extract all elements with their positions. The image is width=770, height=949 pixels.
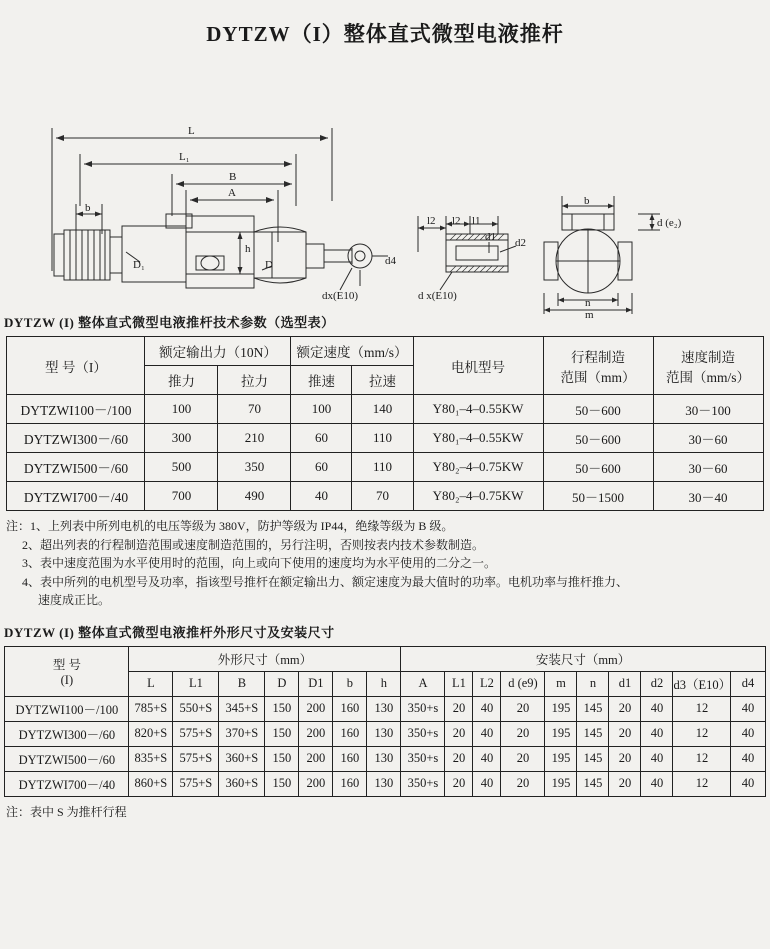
dim-cell-D1: 200 <box>299 771 333 796</box>
dim-cell-d3: 12 <box>673 721 731 746</box>
drawing-label-d2: d2 <box>515 237 526 249</box>
dim-cell-d4: 40 <box>731 771 765 796</box>
dim-cell-h: 130 <box>367 746 401 771</box>
dim-cell-L: 820+S <box>129 721 173 746</box>
spec-cell-push-force: 700 <box>145 482 218 511</box>
dim-cell-L1m: 20 <box>445 746 473 771</box>
dimension-table <box>4 646 765 797</box>
dim-header-model-line1: 型 号 <box>52 657 81 672</box>
table-row <box>7 453 763 482</box>
spec-cell-push-speed: 40 <box>291 482 352 511</box>
dim-cell-d2: 40 <box>641 746 673 771</box>
drawing-label-l2-a: l2 <box>427 215 436 227</box>
spec-header-stroke-line1: 行程制造 <box>571 349 625 365</box>
spec-header-speed-range <box>653 337 763 395</box>
drawing-label-m: m <box>585 309 594 321</box>
dim-cell-model: DYTZWI100－/100 <box>5 696 129 721</box>
dim-cell-h: 130 <box>367 771 401 796</box>
spec-cell-motor: Y80₂–4–0.75KW <box>413 453 543 482</box>
dim-cell-D: 150 <box>265 746 299 771</box>
dim-cell-d1: 20 <box>609 746 641 771</box>
drawing-label-D1: D₁ <box>133 259 145 271</box>
spec-cell-pull-force: 350 <box>218 453 291 482</box>
table-row <box>5 771 765 796</box>
spec-notes <box>0 511 770 612</box>
dim-cell-h: 130 <box>367 696 401 721</box>
drawing-label-b-right: b <box>584 195 590 207</box>
dim-cell-d: 20 <box>501 696 545 721</box>
spec-note-4: 4、表中所列的电机型号及功率，指该型号推杆在额定输出力、额定速度为最大值时的功率。电机功率与推杆推力、 <box>22 574 629 589</box>
dim-cell-b: 160 <box>333 771 367 796</box>
spec-cell-model: DYTZWI500－/60 <box>7 453 145 482</box>
spec-header-stroke-line2: 范围（mm） <box>560 369 636 385</box>
dim-cell-B: 345+S <box>219 696 265 721</box>
spec-cell-pull-force: 490 <box>218 482 291 511</box>
dim-header-outer-group: 外形尺寸（mm） <box>129 646 401 671</box>
spec-cell-push-force: 500 <box>145 453 218 482</box>
dim-cell-m: 195 <box>545 696 577 721</box>
table-row <box>5 721 765 746</box>
spec-cell-speed-range: 30－40 <box>653 482 763 511</box>
spec-header-speed-group: 额定速度（mm/s） <box>291 337 413 366</box>
spec-cell-speed-range: 30－60 <box>653 453 763 482</box>
dim-header-mount-group: 安装尺寸（mm） <box>401 646 765 671</box>
table-row <box>5 696 765 721</box>
dim-cell-B: 360+S <box>219 746 265 771</box>
dim-cell-d: 20 <box>501 746 545 771</box>
spec-cell-pull-speed: 70 <box>352 482 413 511</box>
dim-cell-d2: 40 <box>641 696 673 721</box>
drawing-label-h: h <box>245 243 251 255</box>
spec-cell-pull-speed: 140 <box>352 395 413 424</box>
dim-cell-L2: 40 <box>473 771 501 796</box>
dim-cell-L2: 40 <box>473 721 501 746</box>
dim-cell-n: 145 <box>577 721 609 746</box>
table-row <box>5 746 765 771</box>
dim-cell-L1m: 20 <box>445 721 473 746</box>
drawing-label-L: L <box>188 125 195 137</box>
dim-cell-model: DYTZWI300－/60 <box>5 721 129 746</box>
dim-cell-D: 150 <box>265 721 299 746</box>
spec-header-stroke-range <box>543 337 653 395</box>
spec-cell-motor: Y80₂–4–0.75KW <box>413 482 543 511</box>
spec-note-2: 2、超出列表的行程制造范围或速度制造范围的，另行注明，否则按表内技术参数制造。 <box>22 537 485 552</box>
dim-cell-d4: 40 <box>731 696 765 721</box>
dim-header-col-m: m <box>545 671 577 696</box>
spec-cell-push-speed: 100 <box>291 395 352 424</box>
dim-cell-d4: 40 <box>731 721 765 746</box>
spec-header-pull-speed: 拉速 <box>352 366 413 395</box>
drawing-label-de: d (e₂) <box>657 217 682 229</box>
dim-header-col-L: L <box>129 671 173 696</box>
dim-header-col-b: b <box>333 671 367 696</box>
dim-cell-D1: 200 <box>299 746 333 771</box>
dim-cell-d: 20 <box>501 721 545 746</box>
dim-cell-n: 145 <box>577 696 609 721</box>
dim-cell-D1: 200 <box>299 721 333 746</box>
spec-table <box>6 336 763 511</box>
drawing-label-L1: L₁ <box>179 151 190 163</box>
spec-cell-push-force: 100 <box>145 395 218 424</box>
dim-cell-d1: 20 <box>609 771 641 796</box>
dim-cell-m: 195 <box>545 771 577 796</box>
dim-cell-L: 860+S <box>129 771 173 796</box>
dim-cell-d2: 40 <box>641 771 673 796</box>
drawing-label-B: B <box>229 171 237 183</box>
dim-cell-A: 350+s <box>401 746 445 771</box>
spec-note-4b: 速度成正比。 <box>38 593 111 608</box>
dim-cell-h: 130 <box>367 721 401 746</box>
technical-drawing <box>0 56 770 321</box>
dim-header-model <box>5 646 129 696</box>
dim-cell-D1: 200 <box>299 696 333 721</box>
spec-note-3: 3、表中速度范围为水平使用时的范围，向上或向下使用的速度均为水平使用的二分之一。 <box>22 556 497 571</box>
dim-cell-d4: 40 <box>731 746 765 771</box>
dim-cell-L1: 575+S <box>173 771 219 796</box>
spec-cell-motor: Y80₁–4–0.55KW <box>413 424 543 453</box>
spec-note-1: 注：1、上列表中所列电机的电压等级为 380V，防护等级为 IP44，绝缘等级为 B 级。 <box>6 519 454 533</box>
spec-cell-stroke-range: 50－600 <box>543 453 653 482</box>
drawing-label-l1-a: l1 <box>472 215 481 227</box>
dim-header-col-D: D <box>265 671 299 696</box>
dim-header-col-D1: D1 <box>299 671 333 696</box>
dim-cell-n: 145 <box>577 771 609 796</box>
spec-cell-stroke-range: 50－600 <box>543 424 653 453</box>
dim-header-col-A: A <box>401 671 445 696</box>
dim-cell-d3: 12 <box>673 771 731 796</box>
drawing-label-l2-b: l2 <box>452 215 461 227</box>
dim-cell-B: 360+S <box>219 771 265 796</box>
dim-cell-L: 835+S <box>129 746 173 771</box>
table-row <box>7 482 763 511</box>
dim-cell-D: 150 <box>265 771 299 796</box>
spec-header-motor: 电机型号 <box>413 337 543 395</box>
drawing-label-dx-left: dx(E10) <box>322 290 359 302</box>
dim-header-col-B: B <box>219 671 265 696</box>
dim-header-col-h: h <box>367 671 401 696</box>
spec-header-speedrange-line2: 范围（mm/s） <box>665 369 750 385</box>
dim-cell-D: 150 <box>265 696 299 721</box>
table-row <box>7 395 763 424</box>
dim-cell-A: 350+s <box>401 696 445 721</box>
dim-header-col-d1: d1 <box>609 671 641 696</box>
dim-cell-A: 350+s <box>401 721 445 746</box>
table-row <box>7 424 763 453</box>
spec-cell-pull-force: 70 <box>218 395 291 424</box>
dim-header-col-L2: L2 <box>473 671 501 696</box>
spec-cell-model: DYTZWI100－/100 <box>7 395 145 424</box>
spec-cell-model: DYTZWI300－/60 <box>7 424 145 453</box>
spec-header-force-group: 额定输出力（10N） <box>145 337 291 366</box>
dim-cell-d3: 12 <box>673 746 731 771</box>
dim-cell-A: 350+s <box>401 771 445 796</box>
dim-cell-d3: 12 <box>673 696 731 721</box>
dim-header-row-1 <box>5 646 765 671</box>
spec-cell-push-force: 300 <box>145 424 218 453</box>
spec-header-push-speed: 推速 <box>291 366 352 395</box>
dim-header-col-d: d (e9) <box>501 671 545 696</box>
dim-header-col-L1m: L1 <box>445 671 473 696</box>
dim-header-model-line2: (I) <box>60 672 74 687</box>
spec-cell-stroke-range: 50－1500 <box>543 482 653 511</box>
dim-cell-L1: 550+S <box>173 696 219 721</box>
dim-cell-L1m: 20 <box>445 771 473 796</box>
spec-cell-pull-speed: 110 <box>352 453 413 482</box>
spec-cell-pull-speed: 110 <box>352 424 413 453</box>
spec-header-speedrange-line1: 速度制造 <box>681 349 735 365</box>
dim-cell-d2: 40 <box>641 721 673 746</box>
spec-section-caption: DYTZW (I) 整体直式微型电液推杆技术参数（选型表） <box>4 315 335 330</box>
dim-cell-L2: 40 <box>473 696 501 721</box>
dim-cell-d: 20 <box>501 771 545 796</box>
dim-cell-L: 785+S <box>129 696 173 721</box>
spec-cell-pull-force: 210 <box>218 424 291 453</box>
dim-cell-m: 195 <box>545 721 577 746</box>
spec-cell-push-speed: 60 <box>291 453 352 482</box>
drawing-label-d4: d4 <box>385 255 396 267</box>
dim-section-caption: DYTZW (I) 整体直式微型电液推杆外形尺寸及安装尺寸 <box>4 624 335 640</box>
drawing-label-D: D <box>265 259 273 271</box>
dim-note: 注：表中 S 为推杆行程 <box>6 804 127 819</box>
spec-header-push-force: 推力 <box>145 366 218 395</box>
drawing-label-dx-right: d x(E10) <box>418 290 457 302</box>
page-title: DYTZW（I）整体直式微型电液推杆 <box>206 22 564 46</box>
dim-cell-b: 160 <box>333 696 367 721</box>
dim-cell-L1: 575+S <box>173 721 219 746</box>
dim-header-col-d4: d4 <box>731 671 765 696</box>
dim-header-col-d3: d3（E10） <box>673 671 731 696</box>
spec-cell-speed-range: 30－60 <box>653 424 763 453</box>
spec-cell-push-speed: 60 <box>291 424 352 453</box>
spec-cell-motor: Y80₁–4–0.55KW <box>413 395 543 424</box>
spec-cell-stroke-range: 50－600 <box>543 395 653 424</box>
dim-cell-L1m: 20 <box>445 696 473 721</box>
dim-header-col-n: n <box>577 671 609 696</box>
dim-cell-m: 195 <box>545 746 577 771</box>
spec-header-pull-force: 拉力 <box>218 366 291 395</box>
dim-cell-L2: 40 <box>473 746 501 771</box>
spec-header-model: 型 号（I） <box>7 337 145 395</box>
drawing-label-b-left: b <box>85 202 91 214</box>
dim-header-col-L1: L1 <box>173 671 219 696</box>
dim-cell-d1: 20 <box>609 721 641 746</box>
dim-cell-n: 145 <box>577 746 609 771</box>
dim-cell-L1: 575+S <box>173 746 219 771</box>
spec-header-row-1 <box>7 337 763 366</box>
spec-cell-speed-range: 30－100 <box>653 395 763 424</box>
dim-cell-B: 370+S <box>219 721 265 746</box>
dim-cell-b: 160 <box>333 746 367 771</box>
drawing-label-d1: d1 <box>485 231 496 243</box>
spec-cell-model: DYTZWI700－/40 <box>7 482 145 511</box>
dim-cell-model: DYTZWI500－/60 <box>5 746 129 771</box>
dim-cell-d1: 20 <box>609 696 641 721</box>
drawing-label-n: n <box>585 297 591 309</box>
drawing-label-A: A <box>228 187 236 199</box>
dim-header-col-d2: d2 <box>641 671 673 696</box>
dim-cell-b: 160 <box>333 721 367 746</box>
dim-cell-model: DYTZWI700－/40 <box>5 771 129 796</box>
